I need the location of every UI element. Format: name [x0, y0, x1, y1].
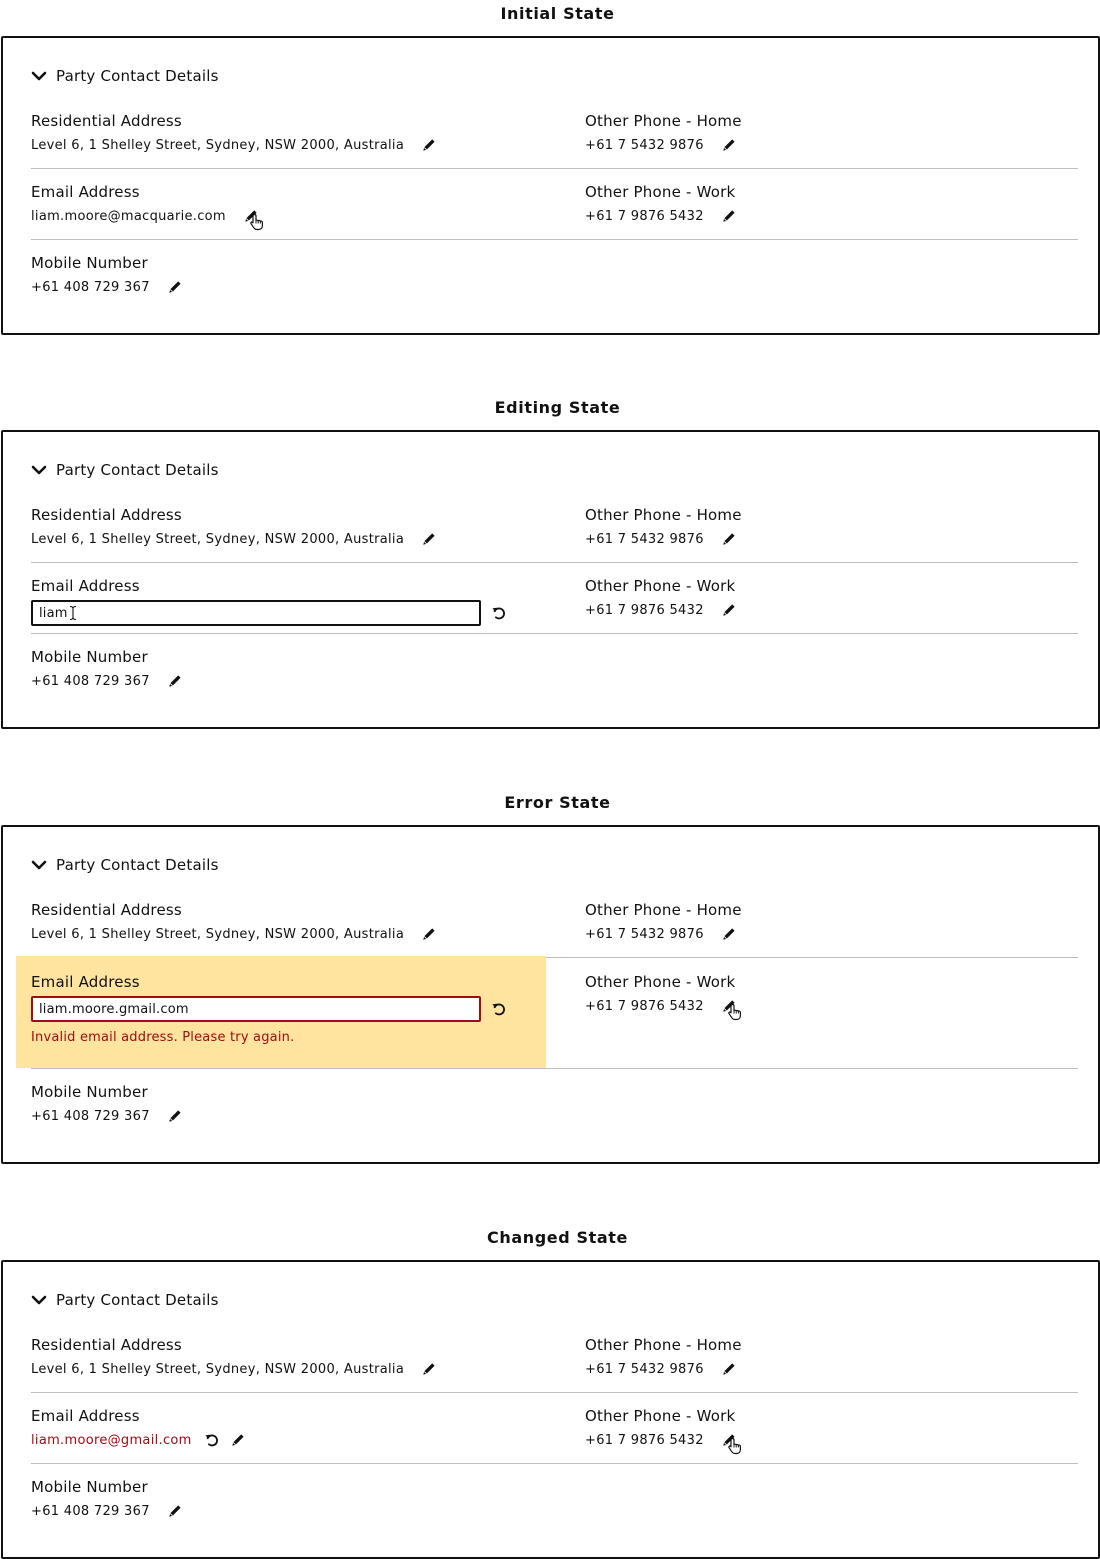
pencil-icon — [721, 926, 737, 942]
other-phone-home-value: +61 7 5432 9876 — [585, 137, 704, 153]
mobile-number-value: +61 408 729 367 — [31, 673, 150, 689]
other-phone-home-value: +61 7 5432 9876 — [585, 926, 704, 942]
row-divider — [31, 633, 1078, 634]
error-state-title: Error State — [504, 793, 611, 812]
email-address-label: Email Address — [31, 577, 140, 595]
edit-other-phone-home-button[interactable] — [720, 925, 738, 943]
other-phone-work-field — [585, 577, 738, 620]
edit-other-phone-home-button[interactable] — [720, 1360, 738, 1378]
email-input-text: liam — [39, 605, 68, 621]
pencil-icon — [721, 208, 737, 224]
text-cursor-icon — [69, 605, 77, 621]
mobile-number-label: Mobile Number — [31, 648, 148, 666]
residential-address-label: Residential Address — [31, 901, 182, 919]
initial-state-panel — [1, 36, 1100, 335]
residential-address-label: Residential Address — [31, 1336, 182, 1354]
residential-address-field — [31, 1336, 438, 1379]
pencil-icon — [167, 279, 183, 295]
other-phone-home-value: +61 7 5432 9876 — [585, 1361, 704, 1377]
editing-state-panel — [1, 430, 1100, 729]
pencil-icon — [421, 137, 437, 153]
changed-state-title: Changed State — [487, 1228, 628, 1247]
error-state-panel — [1, 825, 1100, 1164]
mobile-number-field — [31, 648, 184, 691]
changed-state-panel — [1, 1260, 1100, 1559]
undo-icon — [204, 1432, 220, 1448]
residential-address-value: Level 6, 1 Shelley Street, Sydney, NSW 2000, Australia — [31, 531, 405, 547]
mobile-number-label: Mobile Number — [31, 1083, 148, 1101]
pencil-icon — [721, 998, 737, 1014]
pencil-icon — [421, 926, 437, 942]
chevron-down-icon — [31, 70, 47, 82]
section-title: Party Contact Details — [56, 856, 219, 874]
chevron-down-icon — [31, 859, 47, 871]
pencil-icon — [230, 1432, 246, 1448]
section-toggle[interactable] — [31, 66, 219, 86]
other-phone-work-label: Other Phone - Work — [585, 577, 736, 595]
other-phone-home-label: Other Phone - Home — [585, 112, 742, 130]
email-address-input[interactable] — [31, 996, 481, 1022]
residential-address-field — [31, 506, 438, 549]
mobile-number-value: +61 408 729 367 — [31, 1108, 150, 1124]
undo-email-button[interactable] — [490, 604, 508, 622]
undo-email-button[interactable] — [490, 1000, 508, 1018]
email-address-field — [31, 577, 508, 626]
row-divider — [31, 1392, 1078, 1393]
edit-mobile-number-button[interactable] — [166, 672, 184, 690]
other-phone-work-field — [585, 973, 738, 1016]
initial-state-title: Initial State — [500, 4, 615, 23]
residential-address-field — [31, 112, 438, 155]
other-phone-home-field — [585, 901, 742, 944]
edit-mobile-number-button[interactable] — [166, 1107, 184, 1125]
pencil-icon — [167, 1503, 183, 1519]
undo-icon — [491, 605, 507, 621]
other-phone-home-field — [585, 112, 742, 155]
residential-address-value: Level 6, 1 Shelley Street, Sydney, NSW 2000, Australia — [31, 1361, 405, 1377]
pencil-icon — [421, 1361, 437, 1377]
mobile-number-label: Mobile Number — [31, 254, 148, 272]
edit-other-phone-work-button[interactable] — [720, 601, 738, 619]
email-address-label: Email Address — [31, 183, 140, 201]
edit-residential-address-button[interactable] — [420, 136, 438, 154]
email-address-field — [31, 1407, 247, 1450]
residential-address-value: Level 6, 1 Shelley Street, Sydney, NSW 2000, Australia — [31, 926, 405, 942]
other-phone-home-value: +61 7 5432 9876 — [585, 531, 704, 547]
email-address-value: liam.moore@gmail.com — [31, 1432, 192, 1448]
mobile-number-value: +61 408 729 367 — [31, 279, 150, 295]
other-phone-work-field — [585, 183, 738, 226]
editing-state-title: Editing State — [494, 398, 621, 417]
edit-other-phone-home-button[interactable] — [720, 136, 738, 154]
pencil-icon — [721, 1432, 737, 1448]
section-title: Party Contact Details — [56, 67, 219, 85]
email-address-label: Email Address — [31, 973, 140, 991]
other-phone-work-label: Other Phone - Work — [585, 973, 736, 991]
undo-email-button[interactable] — [203, 1431, 221, 1449]
other-phone-home-field — [585, 506, 742, 549]
section-toggle[interactable] — [31, 855, 219, 875]
pencil-icon — [721, 531, 737, 547]
pencil-icon — [167, 673, 183, 689]
mobile-number-field — [31, 254, 184, 297]
row-divider — [31, 1068, 1078, 1069]
email-address-field — [31, 973, 508, 1045]
pencil-icon — [721, 602, 737, 618]
mobile-number-field — [31, 1478, 184, 1521]
other-phone-home-label: Other Phone - Home — [585, 1336, 742, 1354]
email-address-value: liam.moore@macquarie.com — [31, 208, 226, 224]
pencil-icon — [167, 1108, 183, 1124]
section-toggle[interactable] — [31, 460, 219, 480]
other-phone-home-field — [585, 1336, 742, 1379]
edit-mobile-number-button[interactable] — [166, 1502, 184, 1520]
email-address-label: Email Address — [31, 1407, 140, 1425]
other-phone-work-label: Other Phone - Work — [585, 1407, 736, 1425]
other-phone-home-label: Other Phone - Home — [585, 506, 742, 524]
row-divider — [31, 1463, 1078, 1464]
email-input-text: liam.moore.gmail.com — [39, 1001, 189, 1017]
mobile-number-value: +61 408 729 367 — [31, 1503, 150, 1519]
other-phone-work-value: +61 7 9876 5432 — [585, 602, 704, 618]
other-phone-home-label: Other Phone - Home — [585, 901, 742, 919]
residential-address-value: Level 6, 1 Shelley Street, Sydney, NSW 2000, Australia — [31, 137, 405, 153]
residential-address-label: Residential Address — [31, 506, 182, 524]
row-divider — [31, 168, 1078, 169]
chevron-down-icon — [31, 464, 47, 476]
edit-other-phone-home-button[interactable] — [720, 530, 738, 548]
row-divider — [31, 562, 1078, 563]
other-phone-work-value: +61 7 9876 5432 — [585, 1432, 704, 1448]
residential-address-field — [31, 901, 438, 944]
other-phone-work-value: +61 7 9876 5432 — [585, 998, 704, 1014]
pencil-icon — [721, 137, 737, 153]
edit-email-address-button[interactable] — [229, 1431, 247, 1449]
residential-address-label: Residential Address — [31, 112, 182, 130]
other-phone-work-label: Other Phone - Work — [585, 183, 736, 201]
mobile-number-label: Mobile Number — [31, 1478, 148, 1496]
email-address-input[interactable] — [31, 600, 481, 626]
edit-email-address-button[interactable] — [242, 207, 260, 225]
undo-icon — [491, 1001, 507, 1017]
edit-residential-address-button[interactable] — [420, 1360, 438, 1378]
edit-other-phone-work-button[interactable] — [720, 997, 738, 1015]
edit-residential-address-button[interactable] — [420, 530, 438, 548]
edit-mobile-number-button[interactable] — [166, 278, 184, 296]
other-phone-work-field — [585, 1407, 738, 1450]
mobile-number-field — [31, 1083, 184, 1126]
section-title: Party Contact Details — [56, 461, 219, 479]
row-divider — [31, 239, 1078, 240]
edit-residential-address-button[interactable] — [420, 925, 438, 943]
email-error-message: Invalid email address. Please try again. — [31, 1030, 295, 1045]
section-toggle[interactable] — [31, 1290, 219, 1310]
other-phone-work-value: +61 7 9876 5432 — [585, 208, 704, 224]
email-address-field — [31, 183, 260, 226]
pencil-icon — [721, 1361, 737, 1377]
section-title: Party Contact Details — [56, 1291, 219, 1309]
pencil-icon — [243, 208, 259, 224]
pencil-icon — [421, 531, 437, 547]
chevron-down-icon — [31, 1294, 47, 1306]
edit-other-phone-work-button[interactable] — [720, 1431, 738, 1449]
edit-other-phone-work-button[interactable] — [720, 207, 738, 225]
